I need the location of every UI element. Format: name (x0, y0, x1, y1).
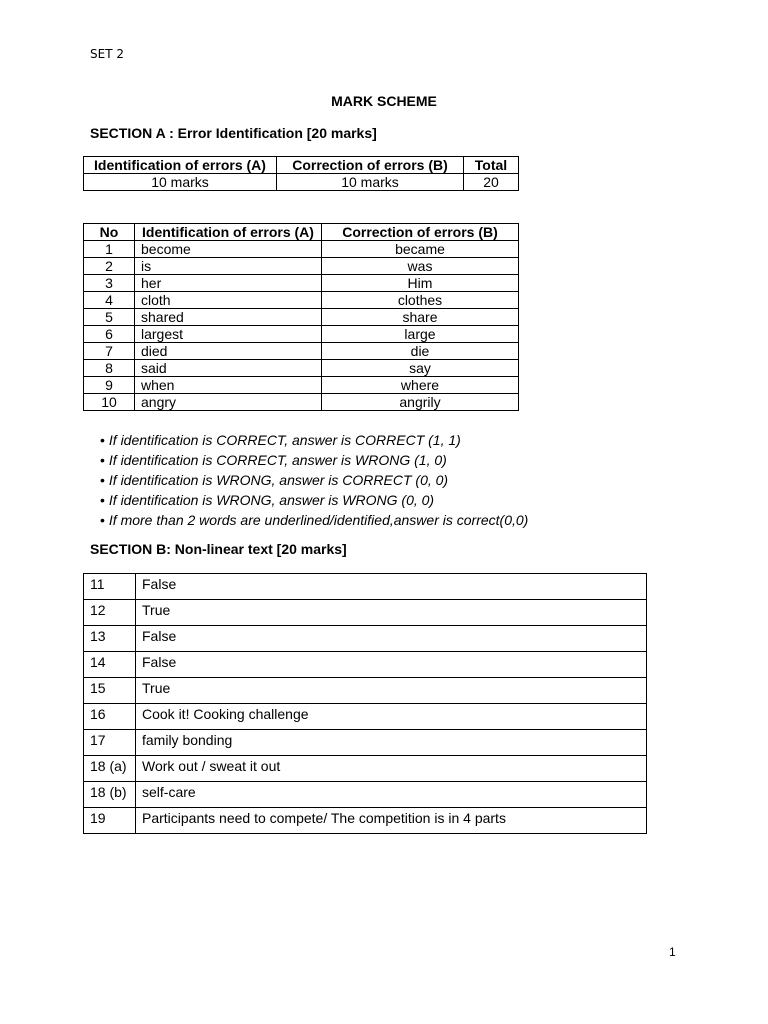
answer-correction: large (322, 326, 519, 343)
answer-identification: angry (135, 394, 322, 411)
answer-correction: Him (322, 275, 519, 292)
table-row (84, 292, 519, 309)
table-row (84, 600, 647, 626)
section-b-heading: SECTION B: Non-linear text [20 marks] (90, 541, 347, 557)
table-row (84, 241, 519, 258)
marking-rule: • If identification is CORRECT, answer is CORRECT (1, 1) (100, 430, 528, 450)
table-row (84, 626, 647, 652)
set-label: SET 2 (90, 47, 124, 61)
answer-identification: died (135, 343, 322, 360)
answer-identification: when (135, 377, 322, 394)
summary-total-marks: 20 (464, 174, 519, 191)
answer-no: 4 (84, 292, 135, 309)
answer-no: 13 (84, 626, 136, 652)
answer-identification: said (135, 360, 322, 377)
table-row (84, 309, 519, 326)
table-row (84, 678, 647, 704)
section-a-answer-table (83, 223, 519, 411)
answer-text: Work out / sweat it out (136, 756, 647, 782)
answer-identification: is (135, 258, 322, 275)
answer-no: 10 (84, 394, 135, 411)
answer-correction: angrily (322, 394, 519, 411)
table-header-row (84, 157, 519, 174)
answer-identification: cloth (135, 292, 322, 309)
answer-no: 18 (a) (84, 756, 136, 782)
table-row (84, 377, 519, 394)
header-no: No (84, 224, 135, 241)
answer-correction: clothes (322, 292, 519, 309)
table-row (84, 258, 519, 275)
answer-no: 12 (84, 600, 136, 626)
table-row (84, 174, 519, 191)
summary-identification-marks: 10 marks (84, 174, 277, 191)
answer-text: False (136, 574, 647, 600)
table-row (84, 730, 647, 756)
page-title: MARK SCHEME (331, 93, 437, 109)
answer-no: 7 (84, 343, 135, 360)
answer-no: 1 (84, 241, 135, 258)
table-row (84, 343, 519, 360)
answer-no: 3 (84, 275, 135, 292)
answer-correction: was (322, 258, 519, 275)
answer-correction: became (322, 241, 519, 258)
table-row (84, 652, 647, 678)
marking-rules-list (100, 430, 528, 530)
section-b-answer-table (83, 573, 647, 834)
answer-text: Participants need to compete/ The competition is in 4 parts (136, 808, 647, 834)
table-row (84, 782, 647, 808)
answer-no: 19 (84, 808, 136, 834)
header-correction: Correction of errors (B) (322, 224, 519, 241)
marking-rule: • If identification is WRONG, answer is CORRECT (0, 0) (100, 470, 528, 490)
header-identification: Identification of errors (A) (135, 224, 322, 241)
section-a-summary-table (83, 156, 519, 191)
table-row (84, 756, 647, 782)
answer-no: 18 (b) (84, 782, 136, 808)
answer-text: False (136, 626, 647, 652)
answer-text: family bonding (136, 730, 647, 756)
table-row (84, 574, 647, 600)
table-row (84, 704, 647, 730)
marking-rule: • If more than 2 words are underlined/identified,answer is correct(0,0) (100, 510, 528, 530)
answer-identification: shared (135, 309, 322, 326)
answer-text: False (136, 652, 647, 678)
answer-identification: largest (135, 326, 322, 343)
answer-no: 14 (84, 652, 136, 678)
answer-no: 17 (84, 730, 136, 756)
table-row (84, 275, 519, 292)
table-row (84, 326, 519, 343)
answer-correction: where (322, 377, 519, 394)
answer-correction: die (322, 343, 519, 360)
answer-correction: say (322, 360, 519, 377)
answer-text: True (136, 678, 647, 704)
answer-no: 16 (84, 704, 136, 730)
section-a-heading: SECTION A : Error Identification [20 marks] (90, 125, 377, 141)
marking-rule: • If identification is WRONG, answer is WRONG (0, 0) (100, 490, 528, 510)
answer-text: self-care (136, 782, 647, 808)
table-header-row (84, 224, 519, 241)
header-correction: Correction of errors (B) (277, 157, 464, 174)
marking-rule: • If identification is CORRECT, answer is WRONG (1, 0) (100, 450, 528, 470)
table-row (84, 808, 647, 834)
answer-no: 15 (84, 678, 136, 704)
answer-no: 2 (84, 258, 135, 275)
answer-no: 6 (84, 326, 135, 343)
page-number: 1 (669, 945, 676, 959)
answer-text: Cook it! Cooking challenge (136, 704, 647, 730)
answer-no: 8 (84, 360, 135, 377)
summary-correction-marks: 10 marks (277, 174, 464, 191)
table-row (84, 360, 519, 377)
table-row (84, 394, 519, 411)
answer-identification: her (135, 275, 322, 292)
answer-no: 5 (84, 309, 135, 326)
header-total: Total (464, 157, 519, 174)
answer-correction: share (322, 309, 519, 326)
answer-no: 11 (84, 574, 136, 600)
header-identification: Identification of errors (A) (84, 157, 277, 174)
answer-identification: become (135, 241, 322, 258)
answer-no: 9 (84, 377, 135, 394)
answer-text: True (136, 600, 647, 626)
